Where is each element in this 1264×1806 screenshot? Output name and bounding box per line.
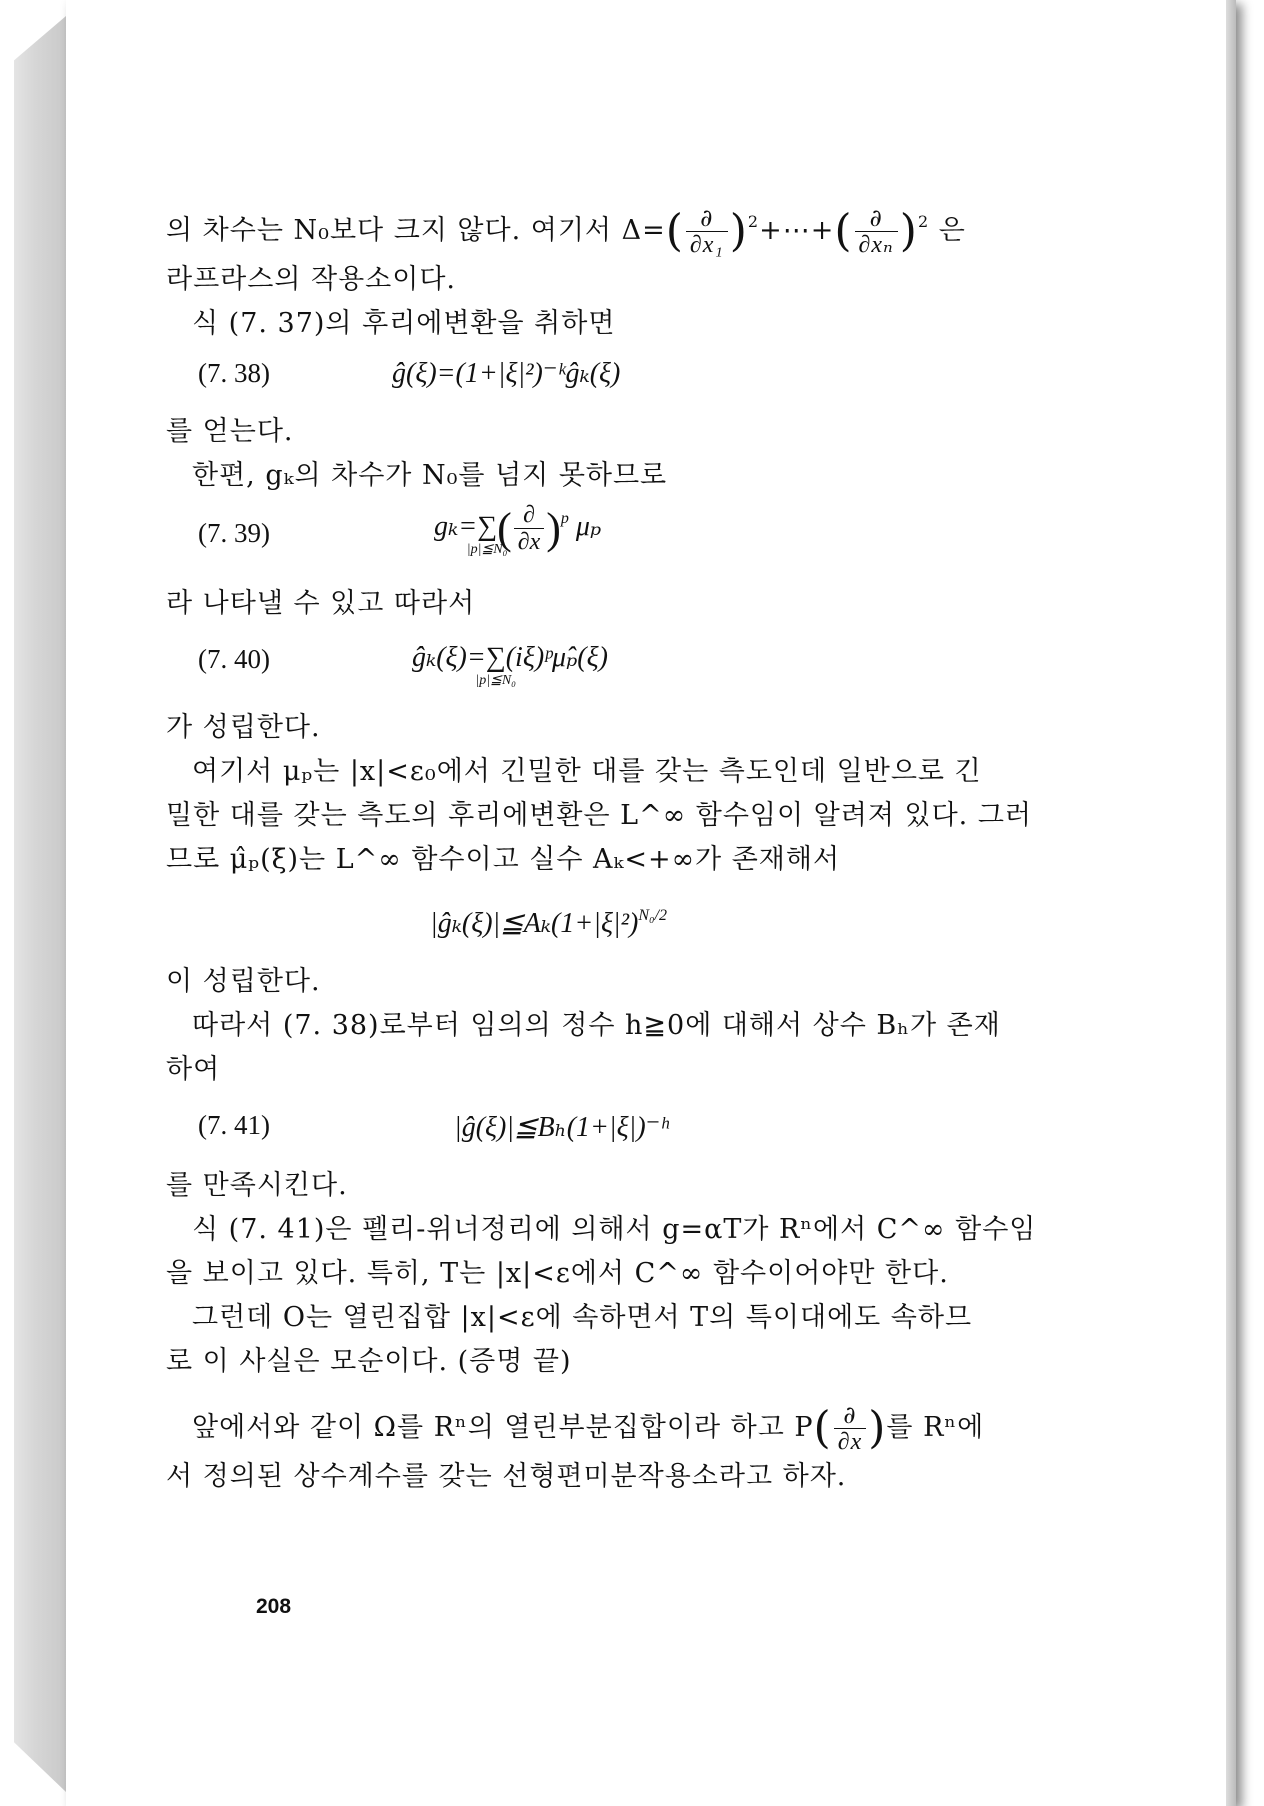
text-line-2: 라프라스의 작용소이다. — [166, 264, 456, 295]
line19-end: 를 Rⁿ에 — [886, 1412, 985, 1443]
line1-end: 은 — [938, 215, 966, 246]
sum-sign: ∑ — [477, 510, 498, 542]
equation-7-40 — [166, 626, 1086, 706]
sum-limit: |p|≦N₀ — [466, 541, 508, 557]
eq-lhs: gₖ= — [434, 510, 478, 542]
page-content — [166, 200, 1086, 1499]
frac-numerator: ∂ — [834, 1402, 867, 1429]
text-line-18: 로 이 사실은 모순이다. (증명 끝) — [166, 1346, 572, 1377]
left-paren: ( — [665, 205, 684, 257]
sum-symbol — [475, 642, 517, 688]
left-paren-2: ( — [834, 205, 853, 257]
right-paren-2: ) — [899, 205, 918, 257]
equation-number: (7. 38) — [198, 358, 270, 388]
text-line-10: 므로 μ̂ₚ(ξ)는 L^∞ 함수이고 실수 Aₖ<+∞가 존재해서 — [166, 844, 841, 875]
inequality — [166, 882, 1086, 960]
text-line-20: 서 정의된 상수계수를 갖는 선형편미분작용소라고 하자. — [166, 1461, 847, 1492]
page-number: 208 — [256, 1595, 292, 1618]
ineq-body: |ĝₖ(ξ)|≦Aₖ(1+|ξ|²) — [430, 908, 639, 939]
text-line-15: 식 (7. 41)은 펠리-위너정리에 의해서 g=αT가 Rⁿ에서 C^∞ 함수임 — [192, 1214, 1037, 1245]
text-line-6: 라 나타낼 수 있고 따라서 — [166, 588, 476, 619]
frac-numerator: ∂ — [514, 502, 545, 529]
eq-rhs: μₚ — [575, 510, 602, 542]
text-line-16: 을 보이고 있다. 특히, T는 |x|<ε에서 C^∞ 함수이어야만 한다. — [166, 1258, 949, 1289]
line19-text: 앞에서와 같이 Ω를 Rⁿ의 열린부분집합이라 하고 P — [192, 1412, 814, 1443]
text-line-7: 가 성립한다. — [166, 712, 321, 743]
text-line-11: 이 성립한다. — [166, 966, 321, 997]
text-line-13: 하여 — [166, 1054, 221, 1085]
equation-formula: ĝ(ξ)=(1+|ξ|²)⁻ᵏĝₖ(ξ) — [392, 358, 621, 389]
text-line-5: 한편, gₖ의 차수가 N₀를 넘지 못하므로 — [192, 460, 668, 491]
text-line-3: 식 (7. 37)의 후리에변환을 취하면 — [192, 308, 616, 339]
equation-7-39 — [166, 498, 1086, 582]
frac-denominator: ∂x — [517, 529, 541, 555]
equation-number: (7. 41) — [198, 1110, 270, 1140]
line1-text: 의 차수는 N₀보다 크지 않다. 여기서 Δ= — [166, 215, 666, 246]
text-line-12: 따라서 (7. 38)로부터 임의의 정수 h≧0에 대해서 상수 Bₕ가 존재 — [192, 1010, 1001, 1041]
inequality-formula — [430, 906, 667, 940]
fraction-d-dx — [514, 502, 545, 555]
paragraph-gap — [166, 1384, 1086, 1402]
book-spine-edge — [14, 16, 66, 1792]
sum-symbol — [466, 510, 508, 557]
exponent: p — [560, 509, 569, 527]
frac-numerator: ∂ — [686, 205, 728, 232]
equation-number: (7. 40) — [198, 644, 270, 674]
text-line-1: 의 차수는 N₀보다 크지 않다. 여기서 Δ=( $\frac{\partial}{\text{∂x₁}}$ )$^2$+⋯+( $\frac{\partial}{\text{∂xₙ}}$ )$^2$ 은 — [166, 204, 966, 258]
text-line-19: 앞에서와 같이 Ω를 Rⁿ의 열린부분집합이라 하고 P( $\frac{\partial}{\partial x}$ )를 Rⁿ에 — [192, 1401, 985, 1455]
frac-denominator: ∂x₁ — [689, 232, 724, 258]
equation-formula: gₖ=∑ |p|≦N₀ ( $\frac{\partial}{\partial x}$ )$^p$ μₚ — [434, 502, 602, 557]
frac-numerator-2: ∂ — [855, 205, 898, 232]
eq-rhs: (iξ)ᵖμ̂ₚ(ξ) — [505, 642, 608, 673]
text-line-9: 밀한 대를 갖는 측도의 후리에변환은 L^∞ 함수임이 알려져 있다. 그러 — [166, 800, 1032, 831]
equation-formula — [412, 640, 608, 688]
equation-number: (7. 39) — [198, 518, 270, 548]
equation-formula: |ĝ(ξ)|≦Bₕ(1+|ξ|)⁻ʰ — [454, 1112, 669, 1143]
text-line-8: 여기서 μₚ는 |x|<ε₀에서 긴밀한 대를 갖는 측도인데 일반으로 긴 — [192, 756, 982, 787]
frac-denominator: ∂x — [837, 1429, 863, 1455]
fraction-d-dx1 — [686, 205, 728, 258]
sum-sign: ∑ — [485, 642, 506, 673]
text-line-14: 를 만족시킨다. — [166, 1170, 348, 1201]
text-line-4: 를 얻는다. — [166, 416, 294, 447]
fraction-d-dxn — [855, 205, 898, 258]
page-edge — [1226, 0, 1236, 1806]
equation-7-38 — [166, 346, 1086, 410]
ineq-exponent: N₀/2 — [638, 907, 668, 924]
frac-denominator-2: ∂xₙ — [858, 232, 894, 258]
right-paren: ) — [729, 205, 748, 257]
equation-7-41 — [166, 1092, 1086, 1164]
sum-limit: |p|≦N₀ — [475, 673, 517, 688]
fraction-d-dx-op — [834, 1402, 867, 1455]
text-line-17: 그런데 O는 열린집합 |x|<ε에 속하면서 T의 특이대에도 속하므 — [192, 1302, 973, 1333]
eq-lhs: ĝₖ(ξ)= — [412, 642, 486, 673]
line1-plus: +⋯+ — [759, 215, 835, 246]
